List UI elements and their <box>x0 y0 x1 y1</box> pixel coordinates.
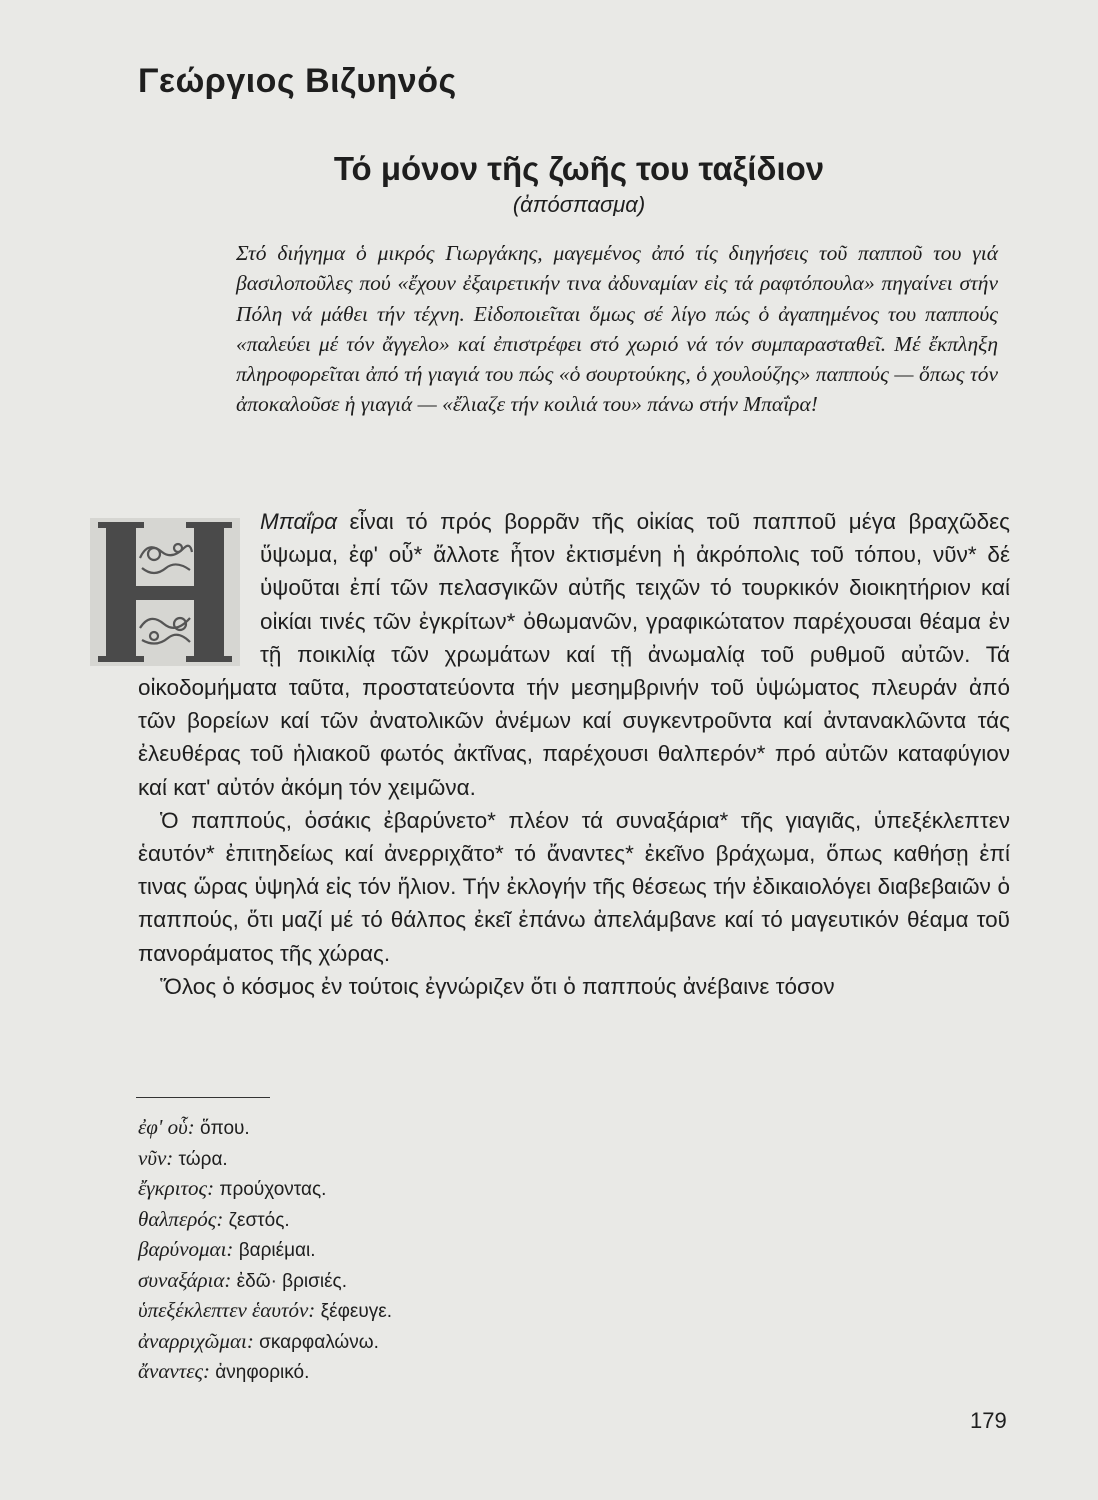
paragraph-1-text: εἶναι τό πρός βορρᾶν τῆς οἰκίας τοῦ παπποῦ μέγα βραχῶδες ὕψωμα, ἐφ' οὗ* ἄλλοτε ἦτον ἐκτισμένη ἡ ἀκρόπολις τοῦ τόπου, νῦν* δέ ὑψοῦται ἐπί τῶν πελασγικῶν αὐτῆς τειχῶν τό τουρκικόν διοικητήριον καί οἰκίαι τινές τῶν ἐγκρίτων* ὀθωμανῶν, γραφικώτατον παρέχουσαι θέαμα ἐν τῇ ποικιλίᾳ τῶν χρωμάτων καί τῇ ἀνωμαλίᾳ τοῦ ρυθμοῦ αὐτῶν. Τά οἰκοδομήματα ταῦτα, προστατεύοντα τήν μεσημβρινήν τοῦ ὑψώματος πλευράν ἀπό τῶν βορείων καί τῶν ἀνατολικῶν ἀνέμων καί συγκεντροῦντα καί ἀντανακλῶντα τάς ἐλευθέρας τοῦ ἡλιακοῦ φωτός ἀκτῖνας, παρέχουσι θαλπερόν* πρό αὐτῶν καταφύγιον καί κατ' αὐτόν ἀκόμη τόν χειμῶνα. <box>138 509 1010 800</box>
glossary-item: ἔγκριτος: προύχοντας. <box>138 1176 327 1200</box>
story-title: Τό μόνον τῆς ζωῆς του ταξίδιον <box>333 150 825 187</box>
glossary-item: ἐφ' οὗ: ὅπου. <box>138 1115 250 1139</box>
author-heading: Γεώργιος Βιζυηνός <box>138 62 457 100</box>
glossary-item: βαρύνομαι: βαριέμαι. <box>138 1237 316 1261</box>
page-number: 179 <box>970 1408 1007 1433</box>
footnote-rule <box>136 1097 270 1098</box>
glossary-item: θαλπερός: ζεστός. <box>138 1206 290 1231</box>
glossary-item: ἀναρριχῶμαι: σκαρφαλώνω. <box>138 1328 379 1353</box>
main-text <box>138 505 1010 1003</box>
intro-summary: Στό διήγημα ὁ μικρός Γιωργάκης, μαγεμένος ἀπό τίς διηγήσεις τοῦ παπποῦ του γιά βασιλοποῦλες πού «ἔχουν ἐξαιρετικήν τινα ἀδυναμίαν εἰς τά ραφτόπουλα» πηγαίνει στήν Πόλη νά μάθει τήν τέχνη. Εἰδοποιεῖται ὅμως σέ λίγο πώς ὁ ἀγαπημένος του παππούς «παλεύει μέ τόν ἄγγελο» καί ἐπιστρέφει στό χωριό νά τόν συμπαρασταθεῖ. Μέ ἔκπληξη πληροφορεῖται ἀπό τή γιαγιά του πώς «ὁ σουρτούκης, ὁ χουλούζης» παππούς — ὅπως τόν ἀποκαλοῦσε ἡ γιαγιά — «ἔλιαζε τήν κοιλιά του» πάνω στήν Μπαΐρα! <box>236 241 998 417</box>
glossary-list <box>138 1113 392 1388</box>
glossary-item: συναξάρια: ἐδῶ· βρισιές. <box>138 1267 347 1292</box>
glossary-item: ὑπεξέκλεπτεν ἑαυτόν: ξέφευγε. <box>138 1298 392 1322</box>
paragraph-2: Ὁ παππούς, ὁσάκις ἐβαρύνετο* πλέον τά συναξάρια* τῆς γιαγιᾶς, ὑπεξέκλεπτεν ἑαυτόν* ἐπιτηδείως καί ἀνερριχᾶτο* τό ἄναντες* ἐκεῖνο βράχωμα, ὅπως καθήσῃ ἐπί τινας ὥρας ὑψηλά εἰς τόν ἥλιον. Τήν ἐκλογήν τῆς θέσεως τήν ἐδικαιολόγει διαβεβαιῶν ὁ παππούς, ὅτι μαζί μέ τό θάλπος ἐκεῖ ἐπάνω ἀπελάμβανε καί τό μαγευτικόν θέαμα τοῦ πανοράματος τῆς χώρας. <box>138 807 1010 966</box>
paragraph-1 <box>138 505 1010 804</box>
story-subtitle: (ἀπόσπασμα) <box>512 192 646 217</box>
glossary-item: νῦν: τώρα. <box>138 1145 228 1170</box>
glossary-item: ἄναντες: ἀνηφορικό. <box>138 1359 310 1383</box>
paragraph-3: Ὅλος ὁ κόσμος ἐν τούτοις ἐγνώριζεν ὅτι ὁ παππούς ἀνέβαινε τόσον <box>160 973 835 999</box>
place-name-bayira: Μπαΐρα <box>260 509 338 534</box>
